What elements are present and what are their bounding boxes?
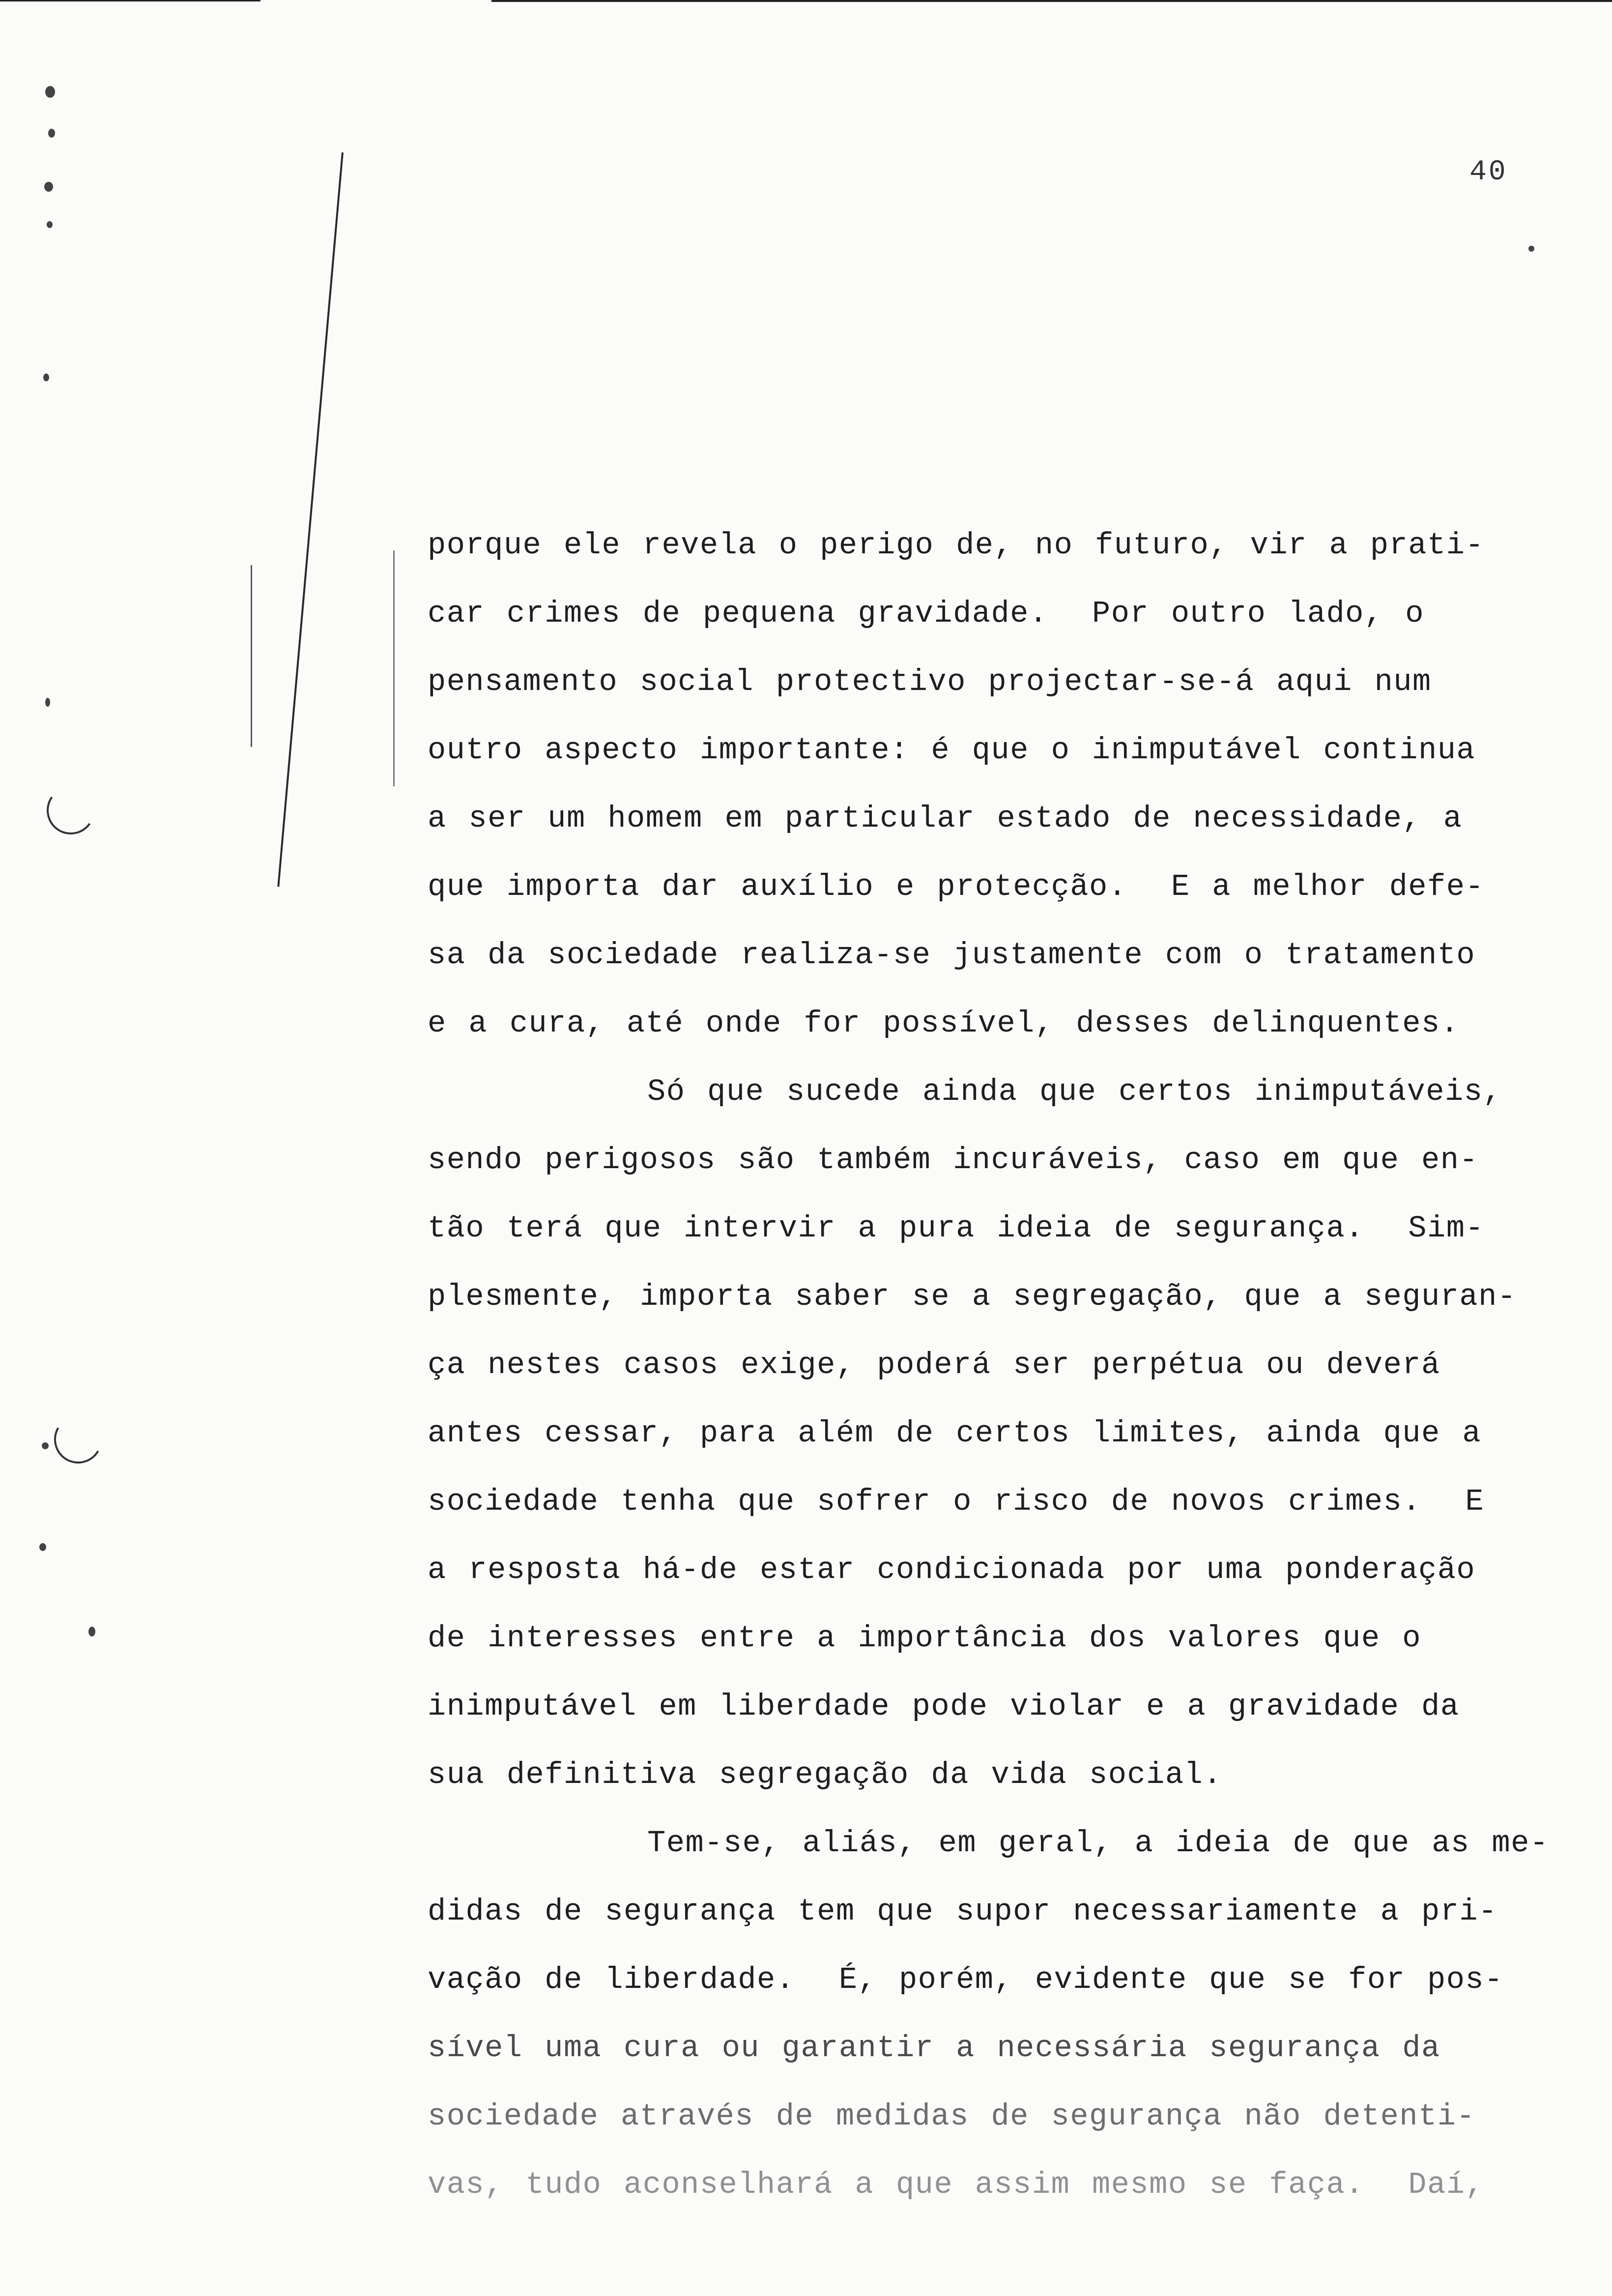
speck (39, 1543, 46, 1551)
speck (88, 1627, 95, 1636)
text-line: vação de liberdade. É, porém, evidente que se for pos- (428, 1962, 1503, 1997)
text-line: Tem-se, aliás, em geral, a ideia de que as me- (428, 1826, 1549, 1861)
text-line: sociedade através de medidas de segurança não detenti- (428, 2099, 1476, 2134)
text-line: que importa dar auxílio e protecção. E a melhor defe- (428, 869, 1485, 904)
text-line: vas, tudo aconselhará a que assim mesmo se faça. Daí, (428, 2167, 1485, 2202)
top-rule-right (491, 0, 1612, 2)
text-line: inimputável em liberdade pode violar e a gravidade da (428, 1689, 1460, 1724)
top-rule-left (0, 0, 260, 1)
text-line: e a cura, até onde for possível, desses delinquentes. (428, 1006, 1460, 1041)
text-line: sociedade tenha que sofrer o risco de novos crimes. E (428, 1484, 1485, 1519)
text-line: sa da sociedade realiza-se justamente com o tratamento (428, 938, 1476, 973)
speck (42, 1442, 49, 1449)
text-line: a ser um homem em particular estado de necessidade, a (428, 801, 1463, 836)
text-line: plesmente, importa saber se a segregação, que a seguran- (428, 1279, 1517, 1314)
body-text (428, 511, 1573, 2219)
text-line: sível uma cura ou garantir a necessária segurança da (428, 2031, 1440, 2066)
text-line: tão terá que intervir a pura ideia de segurança. Sim- (428, 1211, 1485, 1246)
page-number: 40 (1469, 156, 1508, 188)
text-line: sendo perigosos são também incuráveis, caso em que en- (428, 1143, 1479, 1177)
punch-hole-mark (43, 782, 99, 838)
text-line: pensamento social protectivo projectar-se-á aqui num (428, 664, 1432, 699)
speck (1528, 246, 1534, 252)
text-line: de interesses entre a importância dos valores que o (428, 1621, 1422, 1656)
speck (45, 86, 55, 98)
text-line: Só que sucede ainda que certos inimputáveis, (428, 1074, 1502, 1109)
text-line: ça nestes casos exige, poderá ser perpétua ou deverá (428, 1348, 1440, 1382)
text-line: a resposta há-de estar condicionada por uma ponderação (428, 1552, 1476, 1587)
margin-line (393, 550, 395, 786)
speck (44, 182, 53, 192)
text-line: car crimes de pequena gravidade. Por outro lado, o (428, 596, 1425, 631)
margin-line (277, 152, 344, 887)
text-line: didas de segurança tem que supor necessariamente a pri- (428, 1894, 1497, 1929)
punch-hole-mark (49, 1410, 108, 1469)
speck (43, 373, 49, 381)
speck (48, 129, 55, 138)
speck (45, 698, 50, 707)
margin-line (251, 565, 252, 747)
text-line: outro aspecto importante: é que o inimputável continua (428, 733, 1476, 768)
text-line: antes cessar, para além de certos limites, ainda que a (428, 1416, 1482, 1451)
text-line: porque ele revela o perigo de, no futuro, vir a prati- (428, 528, 1485, 563)
text-line: sua definitiva segregação da vida social. (428, 1757, 1222, 1792)
speck (47, 221, 53, 228)
